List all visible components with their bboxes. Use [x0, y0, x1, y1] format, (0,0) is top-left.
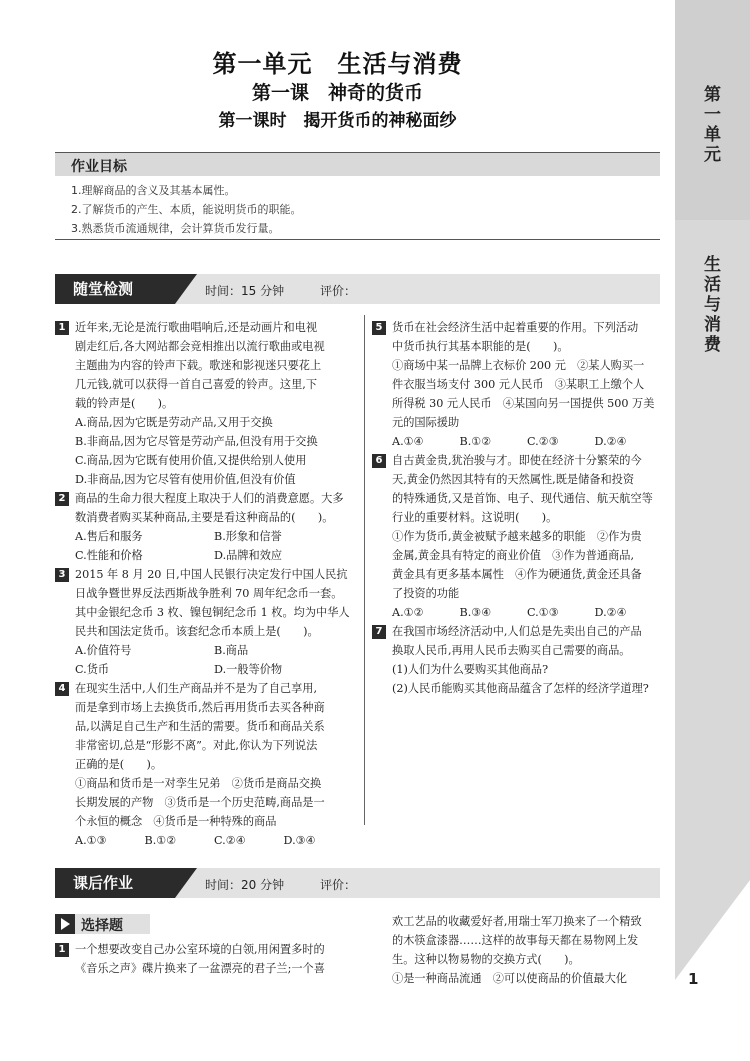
answer-option[interactable]: D.③④ — [283, 834, 316, 847]
answer-option[interactable]: C.商品,因为它既有使用价值,又提供给别人使用 — [75, 454, 307, 467]
question-line: 了投资的功能 — [392, 587, 460, 600]
question-line: 在我国市场经济活动中,人们总是先卖出自己的产品 — [392, 625, 642, 638]
answer-option[interactable]: D.②④ — [594, 606, 627, 619]
answer-option[interactable]: C.货币 — [75, 663, 110, 676]
right-column — [372, 318, 662, 698]
question-line: ①作为货币,黄金被赋予越来越多的职能 ②作为贵 — [392, 530, 642, 543]
answer-option[interactable]: B.商品 — [214, 644, 249, 657]
side-char: 元 — [704, 145, 721, 165]
answer-option[interactable]: C.②③ — [527, 435, 559, 448]
question-line: 《音乐之声》碟片换来了一盆漂亮的君子兰;一个喜 — [75, 962, 325, 975]
question-7 — [372, 622, 662, 698]
question — [55, 940, 353, 959]
side-char: 与 — [704, 295, 721, 315]
question-line: 非常密切,总是“形影不离”。对此,你认为下列说法 — [75, 739, 318, 752]
question-line: 的特殊通货,又是首饰、电子、现代通信、航天航空等 — [392, 492, 653, 505]
answer-option[interactable]: B.③④ — [459, 606, 492, 619]
answer-option[interactable]: A.售后和服务 — [75, 530, 143, 543]
goal-item: 2.了解货币的产生、本质，能说明货币的职能。 — [71, 203, 302, 216]
question-line: 所得税 30 元人民币 ④某国向另一国提供 500 万美 — [392, 397, 655, 410]
period-title: 第一课时 揭开货币的神秘面纱 — [218, 111, 457, 131]
answer-option[interactable]: D.一般等价物 — [214, 663, 283, 676]
question-line: 个永恒的概念 ④货币是一种特殊的商品 — [75, 815, 277, 828]
answer-option[interactable]: D.②④ — [594, 435, 627, 448]
answer-option-row — [75, 831, 353, 850]
section-time: 时间：15 分钟 — [205, 284, 285, 298]
section-time: 时间：20 分钟 — [205, 878, 285, 892]
answer-option[interactable]: D.非商品,因为它尽管有使用价值,但没有价值 — [75, 473, 296, 486]
question-line: (1)人们为什么要购买其他商品? — [392, 663, 549, 676]
question-3 — [55, 565, 353, 679]
answer-option-row — [75, 641, 353, 660]
homework-left-column — [55, 940, 353, 978]
choice-section-label — [55, 914, 150, 934]
answer-option[interactable]: C.①③ — [527, 606, 559, 619]
question-1 — [55, 318, 353, 489]
column-divider — [364, 315, 365, 825]
question-line: 商品的生命力很大程度上取决于人们的消费意愿。大多 — [75, 492, 344, 505]
question-number: 3 — [55, 568, 69, 582]
question-line: 行业的重要材料。这说明( )。 — [392, 511, 558, 524]
question-5 — [372, 318, 662, 451]
question-line: 载的铃声是( )。 — [75, 397, 174, 410]
section-rating: 评价： — [320, 284, 357, 298]
question-line: (2)人民币能购买其他商品蕴含了怎样的经济学道理? — [392, 682, 649, 695]
question-line: ①商场中某一品牌上衣标价 200 元 ②某人购买一 — [392, 359, 645, 372]
question-line: ①商品和货币是一对孪生兄弟 ②货币是商品交换 — [75, 777, 322, 790]
answer-option[interactable]: B.形象和信誉 — [214, 530, 282, 543]
goal-item: 1.理解商品的含义及其基本属性。 — [71, 184, 236, 197]
section-label: 随堂检测 — [55, 274, 175, 304]
question-line: 黄金具有更多基本属性 ④作为硬通货,黄金还具备 — [392, 568, 642, 581]
question-line: 自古黄金贵,犹治骏与才。即使在经济十分繁荣的今 — [392, 454, 642, 467]
question-line: 一个想要改变自己办公室环境的白领,用闲置多时的 — [75, 943, 325, 956]
left-column — [55, 318, 353, 850]
side-char: 消 — [704, 315, 721, 335]
question-line: 其中金银纪念币 3 枚、镍包铜纪念币 1 枚。均为中华人 — [75, 606, 350, 619]
question-line: 主题曲为内容的铃声下载。歌迷和影视迷只要花上 — [75, 359, 322, 372]
answer-option[interactable]: A.①④ — [392, 435, 424, 448]
answer-option[interactable]: C.②④ — [214, 834, 246, 847]
side-tab-wedge — [675, 160, 750, 220]
question-line: 的木筷盒漆器……这样的故事每天都在易物网上发 — [392, 934, 639, 947]
answer-option-row — [75, 527, 353, 546]
question-4 — [55, 679, 353, 850]
answer-option[interactable]: A.价值符号 — [75, 644, 132, 657]
question-number: 5 — [372, 321, 386, 335]
section-bar-homework — [55, 868, 660, 898]
question-line: 2015 年 8 月 20 日,中国人民银行决定发行中国人民抗 — [75, 568, 348, 581]
unit-title: 第一单元 生活与消费 — [212, 50, 463, 78]
question-line: 品,以满足自己生产和生活的需要。货币和商品关系 — [75, 720, 325, 733]
question-line: ①是一种商品流通 ②可以使商品的价值最大化 — [392, 972, 627, 985]
side-tab-lower-white — [675, 980, 750, 1061]
side-tab-lower-wedge — [675, 880, 750, 980]
answer-option[interactable]: B.①② — [144, 834, 177, 847]
question-line: 换取人民币,再用人民币去购买自己需要的商品。 — [392, 644, 631, 657]
side-char: 一 — [704, 105, 721, 125]
answer-option-row — [392, 603, 662, 622]
question-line: 生。这种以物易物的交换方式( )。 — [392, 953, 580, 966]
question-number: 4 — [55, 682, 69, 696]
question-line: 中货币执行其基本职能的是( )。 — [392, 340, 569, 353]
answer-option[interactable]: B.非商品,因为它尽管是劳动产品,但没有用于交换 — [75, 435, 318, 448]
section-rating: 评价： — [320, 878, 357, 892]
answer-option[interactable]: C.性能和价格 — [75, 549, 143, 562]
answer-option-row — [75, 546, 353, 565]
question-line: 数消费者购买某种商品,主要是看这种商品的( )。 — [75, 511, 334, 524]
answer-option[interactable]: D.品牌和效应 — [214, 549, 283, 562]
choice-label-text: 选择题 — [81, 918, 123, 934]
question-number: 7 — [372, 625, 386, 639]
question-line: 货币在社会经济生活中起着重要的作用。下列活动 — [392, 321, 639, 334]
question-6 — [372, 451, 662, 622]
side-char: 单 — [704, 125, 721, 145]
answer-option[interactable]: B.①② — [459, 435, 492, 448]
answer-option-row — [392, 432, 662, 451]
lesson-title: 第一课 神奇的货币 — [251, 82, 423, 104]
question-line: 件衣服当场支付 300 元人民币 ③某职工上缴个人 — [392, 378, 645, 391]
question-line: 正确的是( )。 — [75, 758, 163, 771]
question-line: 而是拿到市场上去换货币,然后再用货币去买各种商 — [75, 701, 325, 714]
answer-option-row — [75, 660, 353, 679]
question-line: 天,黄金仍然因其特有的天然属性,既是储备和投资 — [392, 473, 635, 486]
answer-option[interactable]: A.商品,因为它既是劳动产品,又用于交换 — [75, 416, 273, 429]
side-char: 第 — [704, 85, 721, 105]
question-line: 几元钱,就可以获得一首自己喜爱的铃声。这里,下 — [75, 378, 318, 391]
side-tab — [675, 0, 750, 1061]
question-number: 6 — [372, 454, 386, 468]
section-label: 课后作业 — [55, 868, 175, 898]
side-tab-topic — [675, 255, 750, 355]
homework-right-column — [392, 912, 667, 988]
answer-option[interactable]: A.①② — [392, 606, 424, 619]
goals-header — [55, 152, 660, 176]
question-line: 在现实生活中,人们生产商品并不是为了自己享用, — [75, 682, 318, 695]
question-number: 2 — [55, 492, 69, 506]
question-line: 民共和国法定货币。该套纪念币本质上是( )。 — [75, 625, 319, 638]
section-bar-inclass — [55, 274, 660, 304]
question-line: 金属,黄金具有特定的商业价值 ③作为普通商品, — [392, 549, 635, 562]
side-char: 生 — [704, 255, 721, 275]
question-2 — [55, 489, 353, 565]
question-line: 剧走红后,各大网站都会竞相推出以流行歌曲或电视 — [75, 340, 325, 353]
question-line: 长期发展的产物 ③货币是一个历史范畴,商品是一 — [75, 796, 325, 809]
goals-list — [55, 178, 660, 240]
question-line: 日战争暨世界反法西斯战争胜利 70 周年纪念币一套。 — [75, 587, 343, 600]
page-number: 1 — [688, 970, 699, 988]
goal-item: 3.熟悉货币流通规律，会计算货币发行量。 — [71, 222, 280, 235]
play-triangle-icon — [55, 914, 75, 934]
side-tab-unit — [675, 85, 750, 165]
side-char: 活 — [704, 275, 721, 295]
question-line: 近年来,无论是流行歌曲唱响后,还是动画片和电视 — [75, 321, 318, 334]
question-number: 1 — [55, 943, 69, 957]
question-line: 元的国际援助 — [392, 416, 460, 429]
question-line: 欢工艺品的收藏爱好者,用瑞士军刀换来了一个精致 — [392, 915, 642, 928]
answer-option[interactable]: A.①③ — [75, 834, 107, 847]
question-number: 1 — [55, 321, 69, 335]
goals-header-label: 作业目标 — [71, 159, 127, 175]
side-char: 费 — [704, 335, 721, 355]
